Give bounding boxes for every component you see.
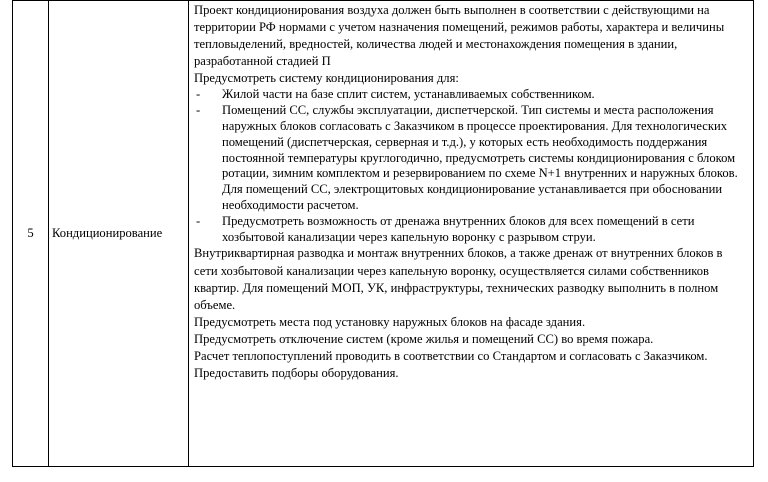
provide-heading: Предусмотреть систему кондиционирования для: (194, 71, 459, 86)
bullet-marker: - (196, 87, 201, 102)
list-item (194, 103, 745, 214)
requirements-table (12, 0, 754, 467)
list-item-text: Жилой части на базе сплит систем, устанавливаемых собственником. (222, 87, 595, 102)
list-item-text: Предусмотреть возможность от дренажа внутренних блоков для всех помещений в сети хозбытовой канализации через капельную воронку с разрывом струи. (222, 213, 695, 244)
list-item (194, 87, 745, 103)
list-item-text: Помещений СС, службы эксплуатации, диспетчерской. Тип системы и места расположения наружных блоков согласовать с Заказчиком в процессе проектирования. Для технологических помещений (диспетчерская, серверная и т.д.), у которых есть необходимость поддержания постоянной температуры круглогодично, предусмотреть системы кондиционирования с блоком ротации, зимним комплектом и резервированием по схеме N+1 внутренних и наружных блоков. Для помещений СС, электрощитовых кондиционирование устанавливается при обосновании необходимости расчетом. (222, 103, 738, 213)
table-row (13, 1, 754, 467)
paragraph: Предоставить подборы оборудования. (194, 366, 399, 381)
row-number-cell: 5 (13, 1, 49, 467)
bullet-marker: - (196, 213, 201, 228)
paragraph: Предусмотреть отключение систем (кроме жилья и помещений СС) во время пожара. (194, 331, 654, 346)
bullet-marker: - (196, 103, 201, 118)
list-item (194, 214, 745, 246)
paragraph: Предусмотреть места под установку наружных блоков на фасаде здания. (194, 314, 586, 329)
requirements-cell (189, 1, 754, 467)
paragraph: Внутриквартирная разводка и монтаж внутренних блоков, а также дренаж от внутренних блоков в сети хозбытовой канализации через капельную воронку, осуществляется силами собственников квартир. Для помещений МОП, УК, инфраструктуры, технических разводку выполнить в полном объеме. (194, 246, 723, 312)
intro-paragraph: Проект кондиционирования воздуха должен быть выполнен в соответствии с действующими на территории РФ нормами с учетом назначения помещений, режимов работы, характера и величины тепловыделений, вредностей, количества людей и местонахождения помещения в здании, разработанной стадией П (194, 3, 725, 69)
paragraph: Расчет теплопоступлений проводить в соответствии со Стандартом и согласовать с Заказчиком. (194, 349, 708, 363)
section-name-cell: Кондиционирование (49, 1, 189, 467)
